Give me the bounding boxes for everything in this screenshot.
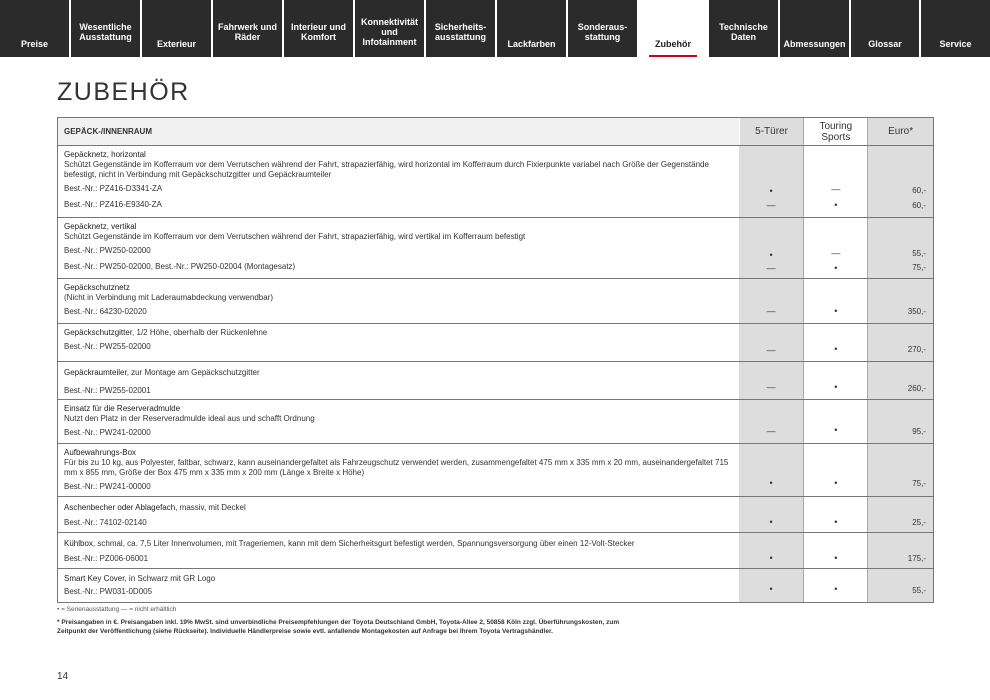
availability-mark: • (834, 263, 838, 273)
item-title: Aufbewahrungs-Box (64, 448, 137, 457)
tab-technische-daten[interactable]: Technische Daten (709, 0, 778, 57)
item-description: Nutzt den Platz in der Reserveradmulde ideal aus und schafft Ordnung (64, 414, 315, 423)
order-number: Best.-Nr.: PW241-00000 (64, 482, 151, 491)
order-number: Best.-Nr.: PW250-02000 (64, 246, 151, 255)
price-value: 55,- (912, 586, 927, 595)
table-row (58, 218, 933, 279)
table-row (58, 279, 933, 324)
tab-glossar[interactable]: Glossar (851, 0, 919, 57)
tab-exterieur[interactable]: Exterieur (142, 0, 211, 57)
item-description: (Nicht in Verbindung mit Laderaumabdeckung verwendbar) (64, 293, 274, 302)
availability-mark: • (769, 478, 773, 488)
order-number: Best.-Nr.: PW031-0D005 (64, 587, 153, 596)
order-number: Best.-Nr.: 74102-02140 (64, 518, 147, 527)
availability-mark: • (769, 250, 773, 260)
availability-mark: • (834, 306, 838, 316)
tab-interieur-und-komfort[interactable]: Interieur und Komfort (284, 0, 353, 57)
table-row (58, 533, 933, 569)
table-row (58, 444, 933, 497)
item-title: Aschenbecher oder Ablagefach (64, 503, 176, 512)
item-title-suffix: , in Schwarz mit GR Logo (124, 574, 216, 583)
item-title: Kühlbox (64, 539, 93, 548)
order-number: Best.-Nr.: PW241-02000 (64, 428, 151, 437)
item-title-suffix: , massiv, mit Deckel (175, 503, 246, 512)
tab-fahrwerk-und-raeder[interactable]: Fahrwerk und Räder (213, 0, 282, 57)
availability-mark: • (834, 425, 838, 435)
price-value: 75,- (912, 479, 927, 488)
legend: • = Serienausstattung — = nicht erhältlich (57, 606, 177, 613)
price-value: 75,- (912, 263, 927, 272)
availability-mark: — (831, 248, 841, 258)
availability-mark: • (834, 200, 838, 210)
column-header-price: Euro* (868, 118, 933, 145)
price-value: 60,- (912, 186, 927, 195)
item-title: Gepäcknetz, vertikal (64, 222, 137, 231)
item-description: Schützt Gegenstände im Kofferraum vor dem Verrutschen während der Fahrt, strapazierfähig, wird horizontal im Kofferraum durch Fixierpunkte variabel nach Größe der Gegenstände befestigt, nicht in Verbindung mit Gepäckschutzgitter und Gepäckraumteiler (64, 160, 709, 179)
tab-zubehoer[interactable]: Zubehör (639, 0, 707, 57)
accessories-table (57, 117, 934, 603)
availability-mark: — (766, 426, 776, 436)
table-header (58, 118, 933, 146)
price-value: 270,- (907, 345, 927, 354)
section-header: GEPÄCK-/INNENRAUM (64, 127, 152, 136)
order-number: Best.-Nr.: 64230-02020 (64, 307, 147, 316)
page-number: 14 (57, 671, 69, 682)
order-number: Best.-Nr.: PW255-02000 (64, 342, 151, 351)
availability-mark: • (834, 553, 838, 563)
item-title: Gepäckschutzgitter (64, 328, 133, 337)
availability-mark: — (766, 263, 776, 273)
price-value: 350,- (907, 307, 927, 316)
item-title: Smart Key Cover (64, 574, 125, 583)
item-title: Gepäckraumteiler (64, 368, 127, 377)
availability-mark: — (766, 200, 776, 210)
availability-mark: • (834, 517, 838, 527)
item-description: Schützt Gegenstände im Kofferraum vor dem Verrutschen während der Fahrt, strapazierfähig, wird vertikal im Kofferraum befestigt (64, 232, 526, 241)
availability-mark: • (769, 517, 773, 527)
availability-mark: • (834, 478, 838, 488)
order-number: Best.-Nr.: PZ416-D3341-ZA (64, 184, 163, 193)
availability-mark: — (766, 345, 776, 355)
availability-mark: • (834, 584, 838, 594)
price-value: 260,- (907, 384, 927, 393)
table-row (58, 400, 933, 444)
price-value: 55,- (912, 249, 927, 258)
item-title: Gepäcknetz, horizontal (64, 150, 146, 159)
order-number: Best.-Nr.: PW255-02001 (64, 386, 151, 395)
item-title-suffix: , schmal, ca. 7,5 Liter Innenvolumen, mit Trageriemen, kann mit dem Sicherheitsgurt befestigt werden, Spannungsversorgung über einen 12-Volt-Stecker (92, 539, 635, 548)
price-value: 25,- (912, 518, 927, 527)
price-value: 60,- (912, 201, 927, 210)
availability-mark: • (834, 382, 838, 392)
price-footnote: * Preisangaben in €. Preisangaben inkl. 19% MwSt. sind unverbindliche Preisempfehlungen der Toyota Deutschland GmbH, Toyota-Allee 2, 50858 Köln zzgl. Überführungskosten, zum Zeitpunkt der Veröffentlichung (siehe Rückseite). Individuelle Händlerpreise sowie evtl. anfallende Montagekosten auf Anfrage bei Ihrem Toyota Vertragshändler. (57, 619, 620, 635)
item-title-suffix: , 1/2 Höhe, oberhalb der Rückenlehne (132, 328, 268, 337)
order-number: Best.-Nr.: PZ006-06001 (64, 554, 149, 563)
tab-abmessungen[interactable]: Abmessungen (780, 0, 849, 57)
price-value: 175,- (907, 554, 927, 563)
availability-mark: • (834, 344, 838, 354)
tab-service[interactable]: Service (921, 0, 990, 57)
tab-konnektivitaet-und-infotainment[interactable]: Konnektivität und Infotainment (355, 0, 424, 57)
item-title: Einsatz für die Reserveradmulde (64, 404, 181, 413)
tab-preise[interactable]: Preise (0, 0, 69, 57)
table-row (58, 569, 933, 602)
order-number: Best.-Nr.: PZ416-E9340-ZA (64, 200, 162, 209)
price-value: 95,- (912, 427, 927, 436)
availability-mark: — (831, 184, 841, 194)
availability-mark: — (766, 306, 776, 316)
availability-mark: — (766, 382, 776, 392)
table-row (58, 362, 933, 400)
item-title: Gepäckschutznetz (64, 283, 130, 292)
tab-lackfarben[interactable]: Lackfarben (497, 0, 566, 57)
tab-wesentliche-ausstattung[interactable]: Wesentliche Ausstattung (71, 0, 140, 57)
table-row (58, 146, 933, 218)
top-navigation (0, 0, 990, 57)
column-header-5-tuerer: 5-Türer (739, 118, 804, 145)
page-title: ZUBEHÖR (57, 78, 190, 106)
order-number: Best.-Nr.: PW250-02000, Best.-Nr.: PW250-02004 (Montagesatz) (64, 262, 296, 271)
column-header-touring-sports: Touring Sports (803, 118, 868, 145)
tab-sonderausstattung[interactable]: Sonderaus- stattung (568, 0, 637, 57)
availability-mark: • (769, 584, 773, 594)
availability-mark: • (769, 553, 773, 563)
table-row (58, 497, 933, 533)
table-row (58, 324, 933, 362)
availability-mark: • (769, 186, 773, 196)
tab-sicherheitsausstattung[interactable]: Sicherheits- ausstattung (426, 0, 495, 57)
item-title-suffix: , zur Montage am Gepäckschutzgitter (126, 368, 260, 377)
item-description: Für bis zu 10 kg, aus Polyester, faltbar, schwarz, kann auseinandergefaltet als Fahrzeugschutz verwendet werden, zusammengefaltet 475 mm x 335 mm x 20 mm, auseinandergefaltet 715 mm x 855 mm, Größe der Box 475 mm x 335 mm x 200 mm (Länge x Breite x Höhe) (64, 458, 729, 477)
